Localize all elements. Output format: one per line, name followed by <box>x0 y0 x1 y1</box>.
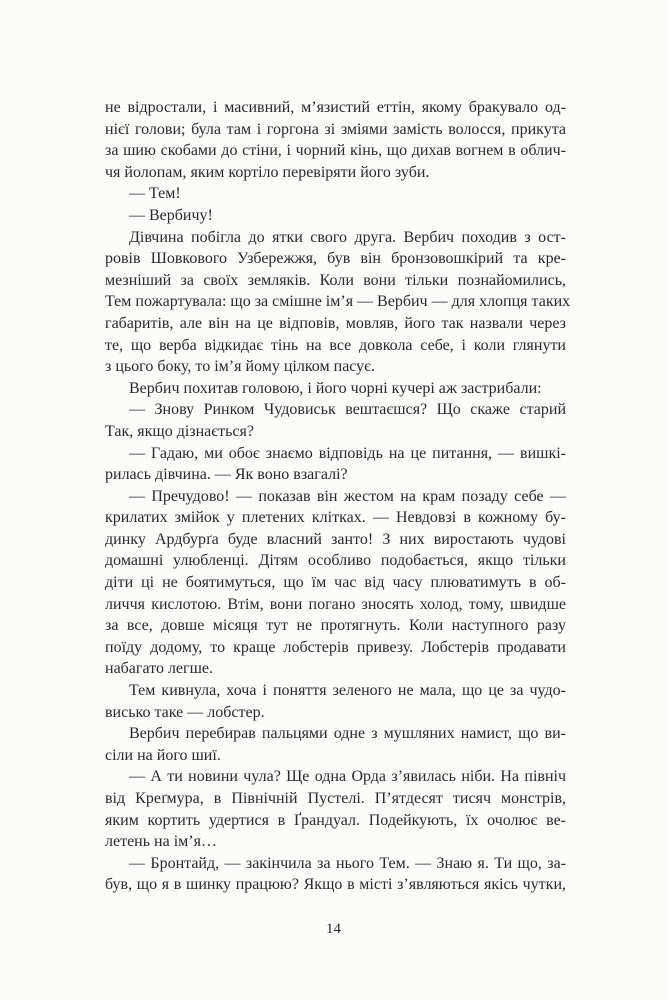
text-line: домашні улюбленці. Дітям особливо подобається, якщо тільки <box>105 552 566 570</box>
paragraph <box>105 183 566 205</box>
paragraph <box>105 227 571 378</box>
page-number: 14 <box>326 921 341 937</box>
text-line: чя йолопам, яким кортіло перевіряти його зуби. <box>105 163 430 181</box>
text-line: ровів Шовкового Узбережжя, був він бронзовошкірий та кре- <box>105 250 566 268</box>
text-line: з цього боку, то ім’я йому цілком пасує. <box>105 358 376 376</box>
text-line: те, що верба відкидає тінь на все довкола себе, і коли глянути <box>105 336 566 354</box>
text-line: крилатих змійок у плетених клітках. — Невдовзі в кожному бу- <box>105 509 566 527</box>
paragraph <box>105 97 566 183</box>
page-body-text <box>105 97 571 896</box>
text-line: набагато легше. <box>105 660 214 678</box>
text-line: не відростали, і масивний, м’язистий еттін, якому бракувало од- <box>105 99 566 116</box>
text-line: Вербич перебирав пальцями одне з мушляних намист, що ви- <box>129 725 566 743</box>
text-line: Так, якщо дізнається? <box>105 422 254 440</box>
text-line: поїду додому, то краще лобстерів привезу. Лобстерів продавати <box>105 638 566 656</box>
text-line: летень на ім’я… <box>105 833 217 851</box>
paragraph <box>105 723 566 766</box>
text-line: Вербич похитав головою, і його чорні кучері аж застрибали: <box>129 379 542 397</box>
paragraph <box>105 399 566 442</box>
text-line: рилась дівчина. — Як воно взагалі? <box>105 466 348 484</box>
text-line: — Гадаю, ми обоє знаємо відповідь на це питання, — вишкі- <box>129 444 566 462</box>
text-line: нієї голови; була там і горгона зі зміями замість волосся, прикута <box>105 120 566 138</box>
paragraph <box>105 766 566 852</box>
text-line: мезніший за своїх земляків. Коли вони тільки познайомились, <box>105 271 566 289</box>
paragraph <box>105 205 566 227</box>
text-line: висько таке — лобстер. <box>105 703 265 721</box>
text-line: за все, довше місяця тут не протягнуть. Коли наступного разу <box>105 617 566 635</box>
text-line: габаритів, але він на це відповів, мовляв, його так назвали через <box>105 314 566 332</box>
text-line: за шию скобами до стіни, і чорний кінь, що дихав вогнем в облич- <box>105 142 566 160</box>
text-line: — Вербичу! <box>129 206 213 224</box>
paragraph <box>105 378 566 400</box>
paragraph <box>105 486 566 680</box>
text-line: динку Ардбурґа буде власний занто! З них виростають чудові <box>105 530 566 548</box>
text-line: яким кортить удертися в Ґрандуал. Подейкують, їх очолює ве- <box>105 811 566 829</box>
text-line: був, що я в шинку працюю? Якщо в місті з’являються якісь чутки, <box>105 876 566 894</box>
paragraph <box>105 680 566 723</box>
paragraph <box>105 853 566 896</box>
text-line: Тем кивнула, хоча і поняття зеленого не мала, що це за чудо- <box>129 682 566 700</box>
text-line: — Тем! <box>129 185 181 203</box>
text-line: — А ти новини чула? Ще одна Орда з’явилась ніби. На північ <box>129 768 566 786</box>
paragraph <box>105 443 566 486</box>
text-line: Тем пожартувала: що за смішне ім’я — Вербич — для хлопця таких <box>105 293 571 311</box>
text-line: — Бронтайд, — закінчила за нього Тем. — Знаю я. Ти що, за- <box>129 854 566 872</box>
text-line: — Пречудово! — показав він жестом на крам позаду себе — <box>129 487 566 505</box>
text-line: — Знову Ринком Чудовиськ вештаєшся? Що скаже старий <box>129 401 566 419</box>
text-line: від Креґмура, в Північній Пустелі. П’ятдесят тисяч монстрів, <box>105 790 566 807</box>
text-line: личчя кислотою. Втім, вони погано зносять холод, тому, швидше <box>105 595 566 613</box>
text-line: діти ці не боятимуться, що їм час від часу плюватимуть в об- <box>105 574 566 592</box>
text-line: Дівчина побігла до ятки свого друга. Вербич походив з ост- <box>129 228 566 246</box>
text-line: сіли на його шиї. <box>105 746 221 764</box>
